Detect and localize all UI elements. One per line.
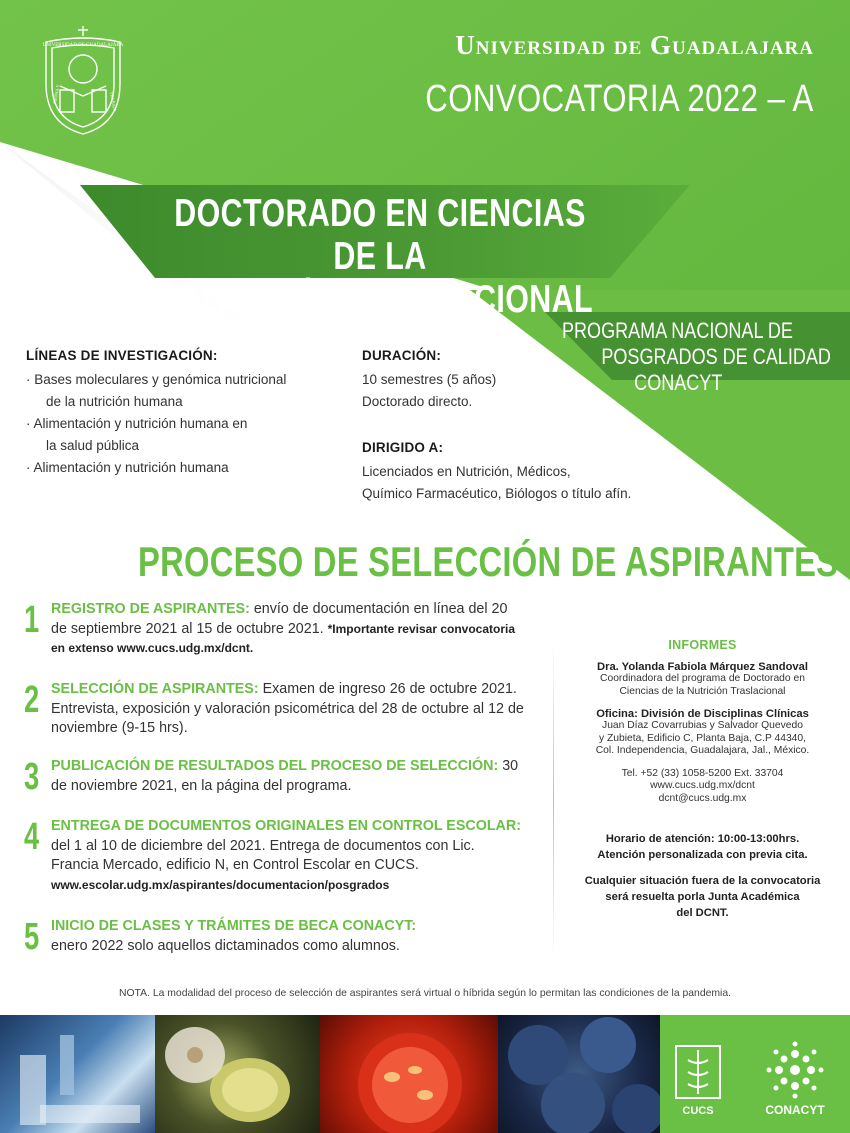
process-step: [24, 817, 524, 895]
duration-line2: Doctorado directo.: [362, 394, 473, 409]
step-number: 3: [24, 756, 40, 798]
process-step: [24, 600, 524, 659]
tomato-icon: [320, 1015, 498, 1133]
office-address: Juan Díaz Covarrubias y Salvador Quevedo: [602, 720, 803, 731]
step-text: Examen de ingreso 26 de octubre 2021. Entrevista, exposición y valoración psicométrica del 28 de octubre al 12 de noviembre (9-15 hrs).: [51, 681, 524, 736]
research-lines: [26, 348, 336, 479]
tomato-photo: [320, 1015, 498, 1133]
target-audience-block: [362, 440, 692, 505]
step-heading: ENTREGA DE DOCUMENTOS ORIGINALES EN CONTROL ESCOLAR:: [51, 818, 521, 834]
step-link: www.escolar.udg.mx/aspirantes/documentacion/posgrados: [51, 877, 390, 892]
step-number: 1: [24, 599, 40, 641]
step-number: 4: [24, 816, 40, 858]
office-address: Col. Independencia, Guadalajara, Jal., México.: [595, 745, 810, 756]
step-heading: SELECCIÓN DE ASPIRANTES:: [51, 681, 259, 697]
selection-process-title: PROCESO DE SELECCIÓN DE ASPIRANTES: [138, 538, 839, 585]
coordinator-name: Dra. Yolanda Fabiola Márquez Sandoval: [597, 661, 808, 673]
office-name: Oficina: División de Disciplinas Clínicas: [596, 708, 809, 720]
pnpc-line3: CONACYT: [634, 370, 723, 395]
step-heading: PUBLICACIÓN DE RESULTADOS DEL PROCESO DE SELECCIÓN:: [51, 758, 499, 774]
process-step: [24, 680, 524, 739]
phone: Tel. +52 (33) 1058-5200 Ext. 33704: [621, 767, 784, 779]
logo-banner-left: PIENSA Y: [52, 83, 61, 105]
cucs-logo: [670, 1040, 726, 1120]
research-line-item: · Bases moleculares y genómica nutricional de la nutrición humana: [26, 372, 287, 409]
pandemic-note: NOTA. La modalidad del proceso de selección de aspirantes será virtual o híbrida según lo permitan las condiciones de la pandemia.: [118, 988, 732, 999]
office-address: y Zubieta, Edificio C, Planta Baja, C.P 44340,: [598, 732, 806, 744]
step-text: del 1 al 10 de diciembre del 2021. Entrega de documentos con Lic. Francia Mercado, edificio N, en Control Escolar en CUCS.: [51, 837, 475, 873]
step-number: 5: [24, 916, 40, 958]
logo-banner-right: TRABAJA: [109, 91, 118, 113]
program-title-line1: DOCTORADO EN CIENCIAS DE LA: [174, 192, 586, 278]
target-audience-title: DIRIGIDO A:: [362, 440, 444, 455]
step-heading: REGISTRO DE ASPIRANTES:: [51, 601, 250, 617]
contact-info: [580, 638, 825, 921]
step-text: enero 2022 solo aquellos dictaminados como alumnos.: [51, 937, 400, 954]
pnpc-line1: PROGRAMA NACIONAL DE: [562, 318, 793, 343]
target-audience-line1: Licenciados en Nutrición, Médicos,: [362, 464, 571, 479]
office-hours: Atención personalizada con previa cita.: [597, 849, 808, 861]
logo-ring-text: UNIVERSIDAD DE GUADALAJARA: [42, 43, 124, 48]
target-audience-line2: Químico Farmacéutico, Biólogos o título afín.: [362, 486, 632, 501]
research-lines-title: LÍNEAS DE INVESTIGACIÓN:: [26, 348, 218, 363]
step-heading: INICIO DE CLASES Y TRÁMITES DE BECA CONACYT:: [51, 918, 417, 934]
university-title: Universidad de Guadalajara: [455, 30, 814, 60]
contact-title: INFORMES: [668, 638, 737, 652]
conacyt-logo: [752, 1040, 838, 1120]
blueberries-icon: [498, 1015, 660, 1133]
conacyt-dots-icon: [767, 1042, 824, 1099]
cucs-label: CUCS: [682, 1105, 714, 1117]
email-link[interactable]: dcnt@cucs.udg.mx: [658, 792, 747, 804]
website-link[interactable]: www.cucs.udg.mx/dcnt: [650, 780, 755, 791]
blueberries-photo: [498, 1015, 660, 1133]
microscope-icon: [0, 1015, 155, 1133]
coordinator-role: Ciencias de la Nutrición Traslacional: [619, 685, 786, 697]
duration-title: DURACIÓN:: [362, 348, 442, 363]
process-step: [24, 917, 524, 956]
pnpc-line2: POSGRADOS DE CALIDAD: [601, 344, 831, 369]
exception-note: del DCNT.: [676, 907, 729, 919]
avocado-icon: [155, 1015, 320, 1133]
office-hours: Horario de atención: 10:00-13:00hrs.: [605, 833, 800, 845]
process-step: [24, 757, 524, 796]
duration-block: [362, 348, 692, 413]
divider: [553, 640, 554, 960]
program-title-line2: NUTRICIÓN TRASLACIONAL: [166, 278, 593, 321]
microscope-photo: [0, 1015, 155, 1133]
program-title: [162, 192, 599, 321]
step-note: *Importante revisar convocatoria en extenso www.cucs.udg.mx/dcnt.: [51, 621, 516, 655]
exception-note: Cualquier situación fuera de la convocatoria: [584, 875, 821, 887]
step-text: envío de documentación en línea del 20 de septiembre 2021 al 15 de octubre 2021.: [51, 601, 508, 637]
coordinator-role: Coordinadora del programa de Doctorado en: [600, 673, 805, 684]
convocatoria-title: CONVOCATORIA 2022 – A: [425, 78, 814, 120]
duration-line1: 10 semestres (5 años): [362, 372, 497, 387]
udg-shield-logo: [38, 24, 128, 138]
step-number: 2: [24, 679, 40, 721]
research-line-item: · Alimentación y nutrición humana en la salud pública: [26, 416, 248, 453]
conacyt-label: CONACYT: [765, 1103, 825, 1117]
step-text: 30 de noviembre 2021, en la página del programa.: [51, 758, 519, 794]
research-line-item: · Alimentación y nutrición humana: [26, 460, 229, 475]
avocado-photo: [155, 1015, 320, 1133]
exception-note: será resuelta porla Junta Académica: [605, 891, 800, 903]
